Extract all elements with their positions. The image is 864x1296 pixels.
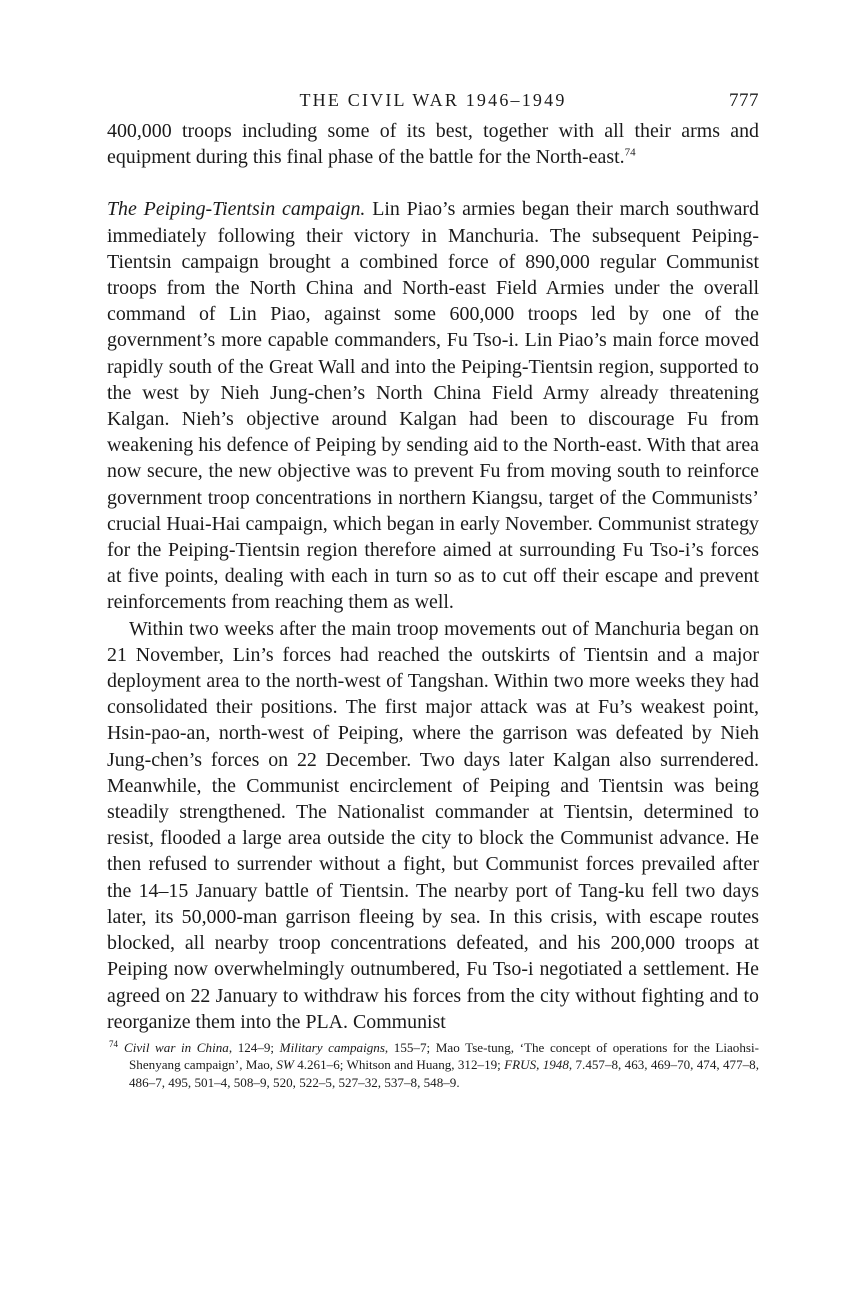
footnote (107, 1039, 759, 1091)
paragraph-2-text: Lin Piao’s armies began their march southward immediately following their victory in Manchuria. The subsequent Peiping-Tientsin campaign brought a combined force of 890,000 regular Communist troops from the North China and North-east Field Armies under the overall command of Lin Piao, against some 600,000 troops led by one of the government’s more capable commanders, Fu Tso-i. Lin Piao’s main force moved rapidly south of the Great Wall and into the Peiping-Tientsin region, supported to the west by Nieh Jung-chen’s North China Field Army already threatening Kalgan. Nieh’s objective around Kalgan had been to discourage Fu from weakening his defence of Peiping by sending aid to the North-east. With that area now secure, the new objective was to prevent Fu from moving south to reinforce government troop concentrations in northern Kiangsu, target of the Communists’ crucial Huai-Hai campaign, which began in early November. Communist strategy for the Peiping-Tientsin region therefore aimed at surrounding Fu Tso-i’s forces at five points, dealing with each in turn so as to cut off their escape and prevent reinforcements from reaching them as well. (107, 198, 759, 614)
running-head (107, 84, 759, 118)
footnote-text: 4.261–6; Whitson and Huang, 312–19; (293, 1057, 505, 1073)
body-text (107, 118, 759, 1035)
book-page (107, 84, 759, 1091)
running-head-title: THE CIVIL WAR 1946–1949 (299, 90, 567, 110)
page-number: 777 (729, 90, 759, 111)
footnote-source-title: Military campaigns (279, 1039, 385, 1055)
paragraph-2 (107, 196, 759, 615)
paragraph-3 (107, 616, 759, 1035)
footnote-number: 74 (109, 1038, 118, 1049)
footnote-source-title: Civil war in China (124, 1039, 229, 1055)
footnote-source-title: SW (276, 1057, 294, 1073)
footnote-source-title: FRUS, 1948 (504, 1057, 569, 1073)
paragraph-1 (107, 118, 759, 170)
footnote-text: , 7.457–8, 463, 469–70, 474, 477–8, 486–7, 495, 501–4, 508–9, 520, 522–5, 527–32, 537–8, 548–9. (129, 1057, 759, 1090)
footnote-reference: 74 (624, 146, 636, 159)
paragraph-3-text: Within two weeks after the main troop movements out of Manchuria began on 21 November, Lin’s forces had reached the outskirts of Tientsin and a major deployment area to the north-west of Tangshan. Within two more weeks they had consolidated their positions. The first major attack was at Fu’s weakest point, Hsin-pao-an, north-west of Peiping, where the garrison was defeated by Nieh Jung-chen’s forces on 22 December. Two days later Kalgan also surrendered. Meanwhile, the Communist encirclement of Peiping and Tientsin was being steadily strengthened. The Nationalist commander at Tientsin, determined to resist, flooded a large area outside the city to block the Communist advance. He then refused to surrender without a fight, but Communist forces prevailed after the 14–15 January battle of Tientsin. The nearby port of Tang-ku fell two days later, its 50,000-man garrison fleeing by sea. In this crisis, with escape routes blocked, all nearby troop concentrations defeated, and his 200,000 troops at Peiping now overwhelmingly outnumbered, Fu Tso-i negotiated a settlement. He agreed on 22 January to withdraw his forces from the city without fighting and to reorganize them into the PLA. Communist (107, 617, 759, 1033)
paragraph-1-text: 400,000 troops including some of its best, together with all their arms and equipment during this final phase of the battle for the North-east. (107, 120, 759, 169)
footnote-text: , 155–7; Mao Tse-tung, ‘The concept of operations for the Liaohsi-Shenyang campaign’, Mao, (129, 1039, 759, 1073)
footnote-text: , 124–9; (228, 1039, 280, 1055)
section-gap (107, 170, 759, 196)
section-heading: The Peiping-Tientsin campaign. (107, 198, 366, 221)
